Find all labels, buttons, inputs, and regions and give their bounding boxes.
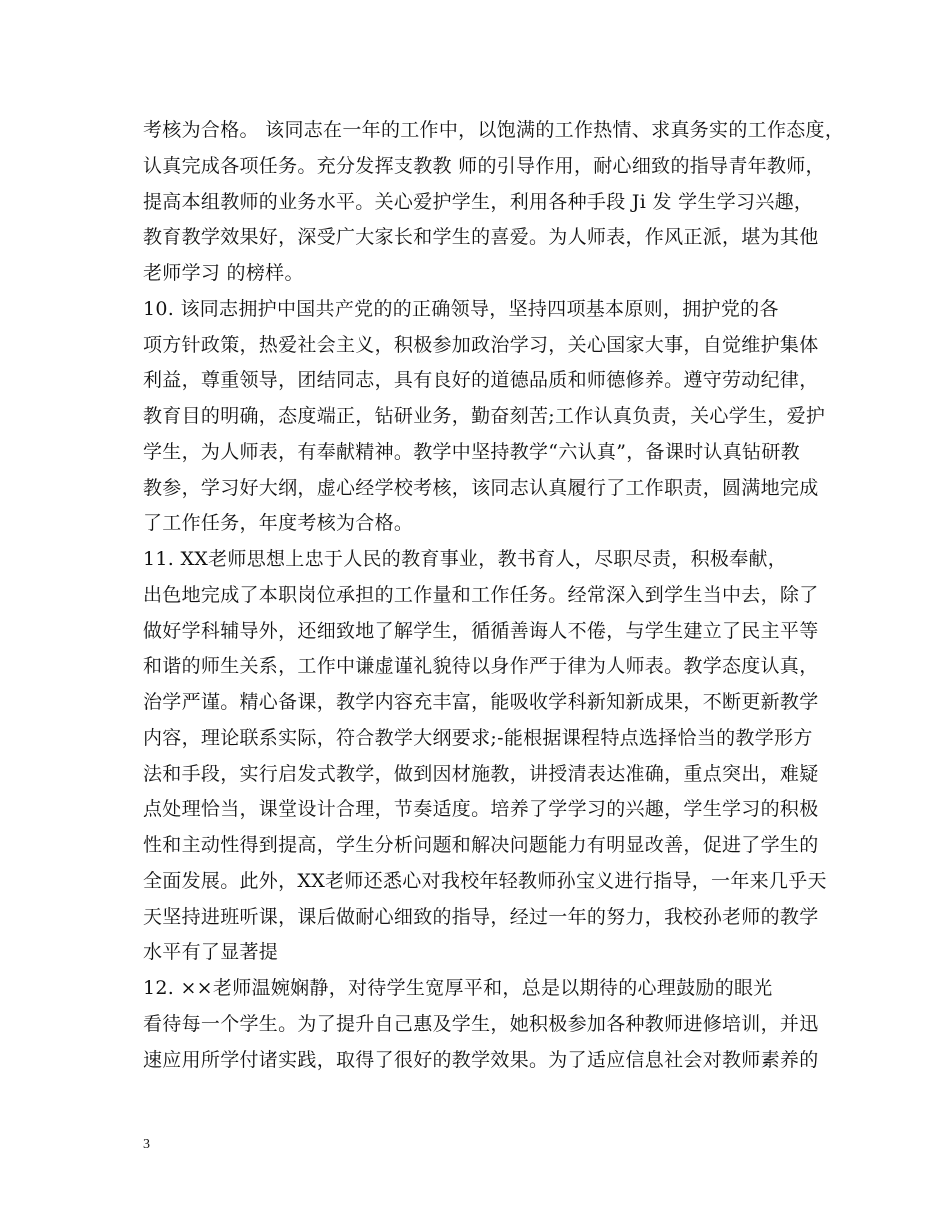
text-line: 点处理恰当，课堂设计合理，节奏适度。培养了学学习的兴趣，学生学习的积极: [143, 798, 819, 821]
text-line: 利益，尊重领导，团结同志，具有良好的道德品质和师德修养。遵守劳动纪律，: [143, 369, 819, 392]
text-line: 提高本组教师的业务水平。关心爱护学生，利用各种手段 Ji 发 学生学习兴趣，: [143, 190, 814, 213]
body-text: [143, 113, 845, 1078]
text-line: 教参，学习好大纲，虚心经学校考核，该同志认真履行了工作职责，圆满地完成: [143, 476, 819, 499]
text-line: 了工作任务，年度考核为合格。: [143, 512, 414, 535]
text-line: 出色地完成了本职岗位承担的工作量和工作任务。经常深入到学生当中去，除了: [143, 583, 819, 606]
text-line: 学生，为人师表，有奉献精神。教学中坚持教学“六认真”，备课时认真钻研教: [143, 440, 800, 463]
text-line: 考核为合格。 该同志在一年的工作中，以饱满的工作热情、求真务实的工作态度，: [143, 119, 845, 141]
text-line: 内容，理论联系实际，符合教学大纲要求;-能根据课程特点选择恰当的教学形方: [143, 726, 813, 749]
text-line: 治学严谨。精心备课，教学内容充丰富，能吸收学科新知新成果，不断更新教学: [143, 691, 819, 713]
text-line: 速应用所学付诸实践，取得了很好的教学效果。为了适应信息社会对教师素养的: [143, 1048, 819, 1071]
text-line: 认真完成各项任务。充分发挥支教教 师的引导作用，耐心细致的指导青年教师，: [143, 154, 825, 177]
text-line: 教育教学效果好，深受广大家长和学生的喜爱。为人师表，作风正派，堪为其他: [143, 226, 819, 249]
text-line: 10. 该同志拥护中国共产党的的正确领导，坚持四项基本原则，拥护党的各: [143, 297, 779, 320]
text-line: 看待每一个学生。为了提升自己惠及学生，她积极参加各种教师进修培训，并迅: [143, 1012, 819, 1035]
text-line: 教育目的明确，态度端正，钻研业务，勤奋刻苦;工作认真负责，关心学生，爱护: [143, 405, 826, 427]
page-number: 3: [143, 1137, 150, 1152]
text-line: 项方针政策，热爱社会主义，积极参加政治学习，关心国家大事，自觉维护集体: [143, 333, 819, 356]
text-line: 全面发展。此外，XX老师还悉心对我校年轻教师孙宝义进行指导，一年来几乎天: [143, 869, 827, 892]
text-line: 11. XX老师思想上忠于人民的教育事业，教书育人，尽职尽责，积极奉献，: [143, 548, 788, 570]
text-line: 水平有了显著提: [143, 941, 279, 964]
text-line: 和谐的师生关系，工作中谦虚谨礼貌待以身作严于律为人师表。教学态度认真，: [143, 655, 819, 678]
text-line: 天坚持进班听课，课后做耐心细致的指导，经过一年的努力，我校孙老师的教学: [143, 905, 819, 928]
text-line: 性和主动性得到提高，学生分析问题和解决问题能力有明显改善，促进了学生的: [143, 834, 819, 856]
text-line: 老师学习 的榜样。: [143, 262, 304, 284]
text-line: 法和手段，实行启发式教学，做到因材施教，讲授清表达准确，重点突出，难疑: [143, 762, 819, 785]
text-line: 做好学科辅导外，还细致地了解学生，循循善诲人不倦，与学生建立了民主平等: [143, 619, 819, 642]
text-line: 12. ××老师温婉娴静，对待学生宽厚平和，总是以期待的心理鼓励的眼光: [143, 977, 773, 999]
